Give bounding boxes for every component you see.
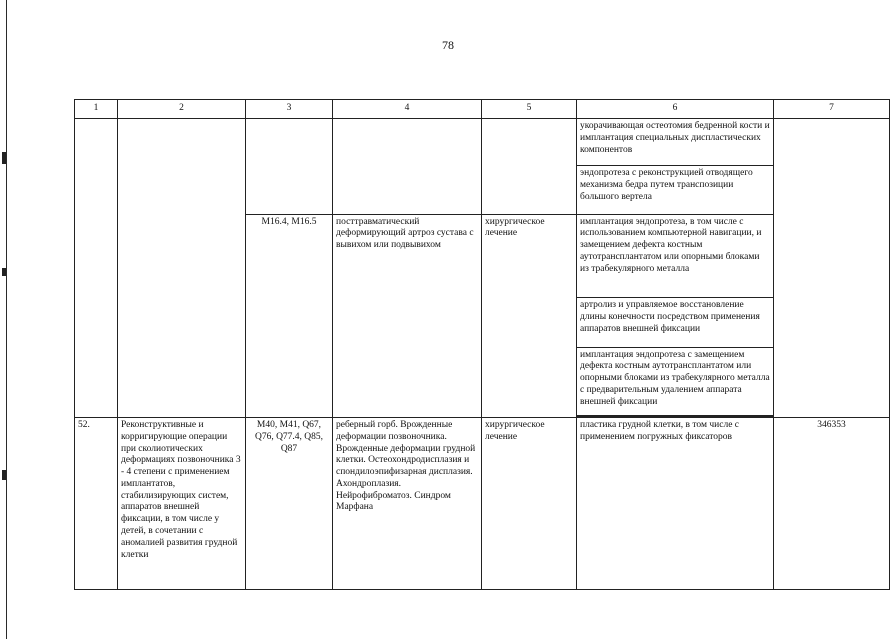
treatment-type-cell bbox=[482, 119, 577, 214]
procedure-name: Реконструктивные и корригирующие операции при сколиотических деформациях позвоночника 3 - 4 степени с применением имплантатов, стабилизирующих систем, аппаратов внешней фиксации, в том числе у детей, в сочетании с аномалией развития грудной клетки bbox=[118, 418, 246, 590]
column-number: 2 bbox=[118, 100, 246, 119]
column-number: 7 bbox=[774, 100, 890, 119]
column-number: 6 bbox=[577, 100, 774, 119]
scan-edge-mark bbox=[2, 152, 6, 164]
method-cell: имплантация эндопротеза, в том числе с использованием компьютерной навигации, и замещением дефекта костным аутотрансплантатом или опорными блоками из трабекулярного металла bbox=[577, 214, 774, 298]
method-cell: имплантация эндопротеза с замещением дефекта костным аутотрансплантатом или опорными блоками из трабекулярного металла с предварительным удалением аппарата внешней фиксации bbox=[577, 347, 774, 416]
icd-codes-cell: M16.4, M16.5 bbox=[246, 214, 333, 418]
method-cell: укорачивающая остеотомия бедренной кости и имплантация специальных диспластических компонентов bbox=[577, 119, 774, 166]
diagnosis-cell: посттравматический деформирующий артроз сустава с вывихом или подвывихом bbox=[333, 214, 482, 418]
table-row bbox=[75, 119, 890, 166]
column-number: 5 bbox=[482, 100, 577, 119]
column-number: 3 bbox=[246, 100, 333, 119]
diagnosis-cell bbox=[333, 119, 482, 214]
scan-edge-line bbox=[6, 0, 7, 639]
procedure-name-cell bbox=[118, 119, 246, 418]
column-number: 4 bbox=[333, 100, 482, 119]
scan-edge-mark bbox=[2, 268, 6, 276]
row-number-cell bbox=[75, 119, 118, 418]
page-number: 78 bbox=[442, 38, 454, 52]
table-row-52 bbox=[75, 418, 890, 590]
procedures-table bbox=[74, 99, 890, 590]
table-header-row bbox=[75, 100, 890, 119]
treatment-type: хирургическое лечение bbox=[482, 418, 577, 590]
column-number: 1 bbox=[75, 100, 118, 119]
row-number: 52. bbox=[75, 418, 118, 590]
method-cell: артролиз и управляемое восстановление длины конечности посредством применения аппаратов внешней фиксации bbox=[577, 298, 774, 347]
icd-codes-cell bbox=[246, 119, 333, 214]
cost-norm: 346353 bbox=[774, 418, 890, 590]
scan-edge-mark bbox=[2, 470, 6, 480]
icd-codes: M40, M41, Q67, Q76, Q77.4, Q85, Q87 bbox=[246, 418, 333, 590]
treatment-type-cell: хирургическое лечение bbox=[482, 214, 577, 418]
diagnosis: реберный горб. Врожденные деформации позвоночника. Врожденные деформации грудной клетки. Остеохондродисплазия и спондилоэпифизарная дисплазия. Ахондроплазия. Нейрофиброматоз. Синдром Марфана bbox=[333, 418, 482, 590]
cost-norm-cell bbox=[774, 119, 890, 418]
method: пластика грудной клетки, в том числе с применением погружных фиксаторов bbox=[577, 418, 774, 590]
method-cell: эндопротеза с реконструкцией отводящего механизма бедра путем транспозиции большого вертела bbox=[577, 166, 774, 214]
